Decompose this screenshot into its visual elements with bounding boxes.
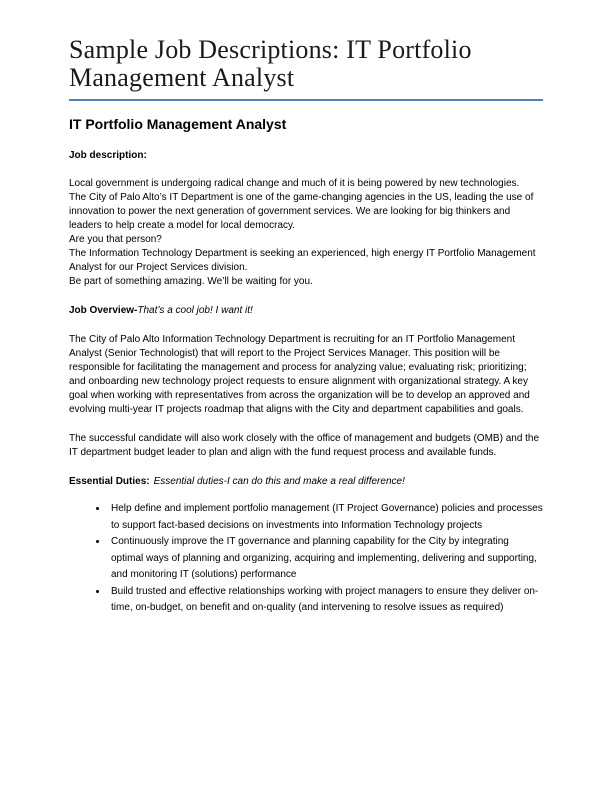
duty-item: • Help define and implement portfolio management (IT Project Governance) policies and processes to support fact-based decisions on investments into Information Technology projects — [108, 501, 543, 534]
essential-duties-label: Essential Duties: — [69, 476, 150, 487]
overview-paragraph: The City of Palo Alto Information Technology Department is recruiting for an IT Portfolio Management Analyst (Senior Technologist) that will report to the Project Services Manager. This position will be responsible for facilitating the management and process for analyzing value; evaluating risk; prioritizing; and onboarding new technology project requests to ensure alignment with organizational strategy. A key goal when working with representatives from across the organization will be to develop an approved and evolving multi-year IT projects roadmap that aligns with the City and department capabilities and goals. — [69, 334, 530, 415]
essential-duties-list — [69, 501, 543, 617]
job-title-heading: IT Portfolio Management Analyst — [69, 116, 287, 132]
job-overview-tagline: That’s a cool job! I want it! — [137, 305, 253, 316]
duty-item: • Build trusted and effective relationships working with project managers to ensure they deliver on-time, on-budget, on benefit and on-quality (and intervening to resolve issues as required) — [108, 584, 543, 617]
intro-paragraph-block — [69, 177, 543, 289]
intro-line: Are you that person? — [69, 234, 162, 245]
document-title: Sample Job Descriptions: IT Portfolio Management Analyst — [69, 36, 543, 101]
job-description-label: Job description: — [69, 150, 147, 161]
essential-duties-heading — [69, 475, 543, 489]
duty-item: • Continuously improve the IT governance and planning capability for the City by integrating optimal ways of planning and organizing, acquiring and implementing, delivering and supporting, and monitoring IT (solutions) performance — [108, 534, 543, 584]
intro-line: The City of Palo Alto’s IT Department is one of the game-changing agencies in the US, leading the use of innovation to power the next generation of government services. We are looking for big thinkers and leaders to help create a model for local democracy. — [69, 192, 534, 231]
overview-paragraph: The successful candidate will also work closely with the office of management and budgets (OMB) and the IT department budget leader to plan and align with the fund request process and available funds. — [69, 433, 540, 458]
intro-line: Be part of something amazing. We’ll be waiting for you. — [69, 276, 313, 287]
job-overview-label: Job Overview- — [69, 305, 138, 316]
intro-line: Local government is undergoing radical change and much of it is being powered by new technologies. — [69, 178, 520, 189]
intro-line: The Information Technology Department is seeking an experienced, high energy IT Portfolio Management Analyst for our Project Services division. — [69, 248, 536, 273]
essential-duties-tagline: Essential duties-I can do this and make a real difference! — [153, 476, 405, 487]
job-overview-heading — [69, 304, 543, 318]
